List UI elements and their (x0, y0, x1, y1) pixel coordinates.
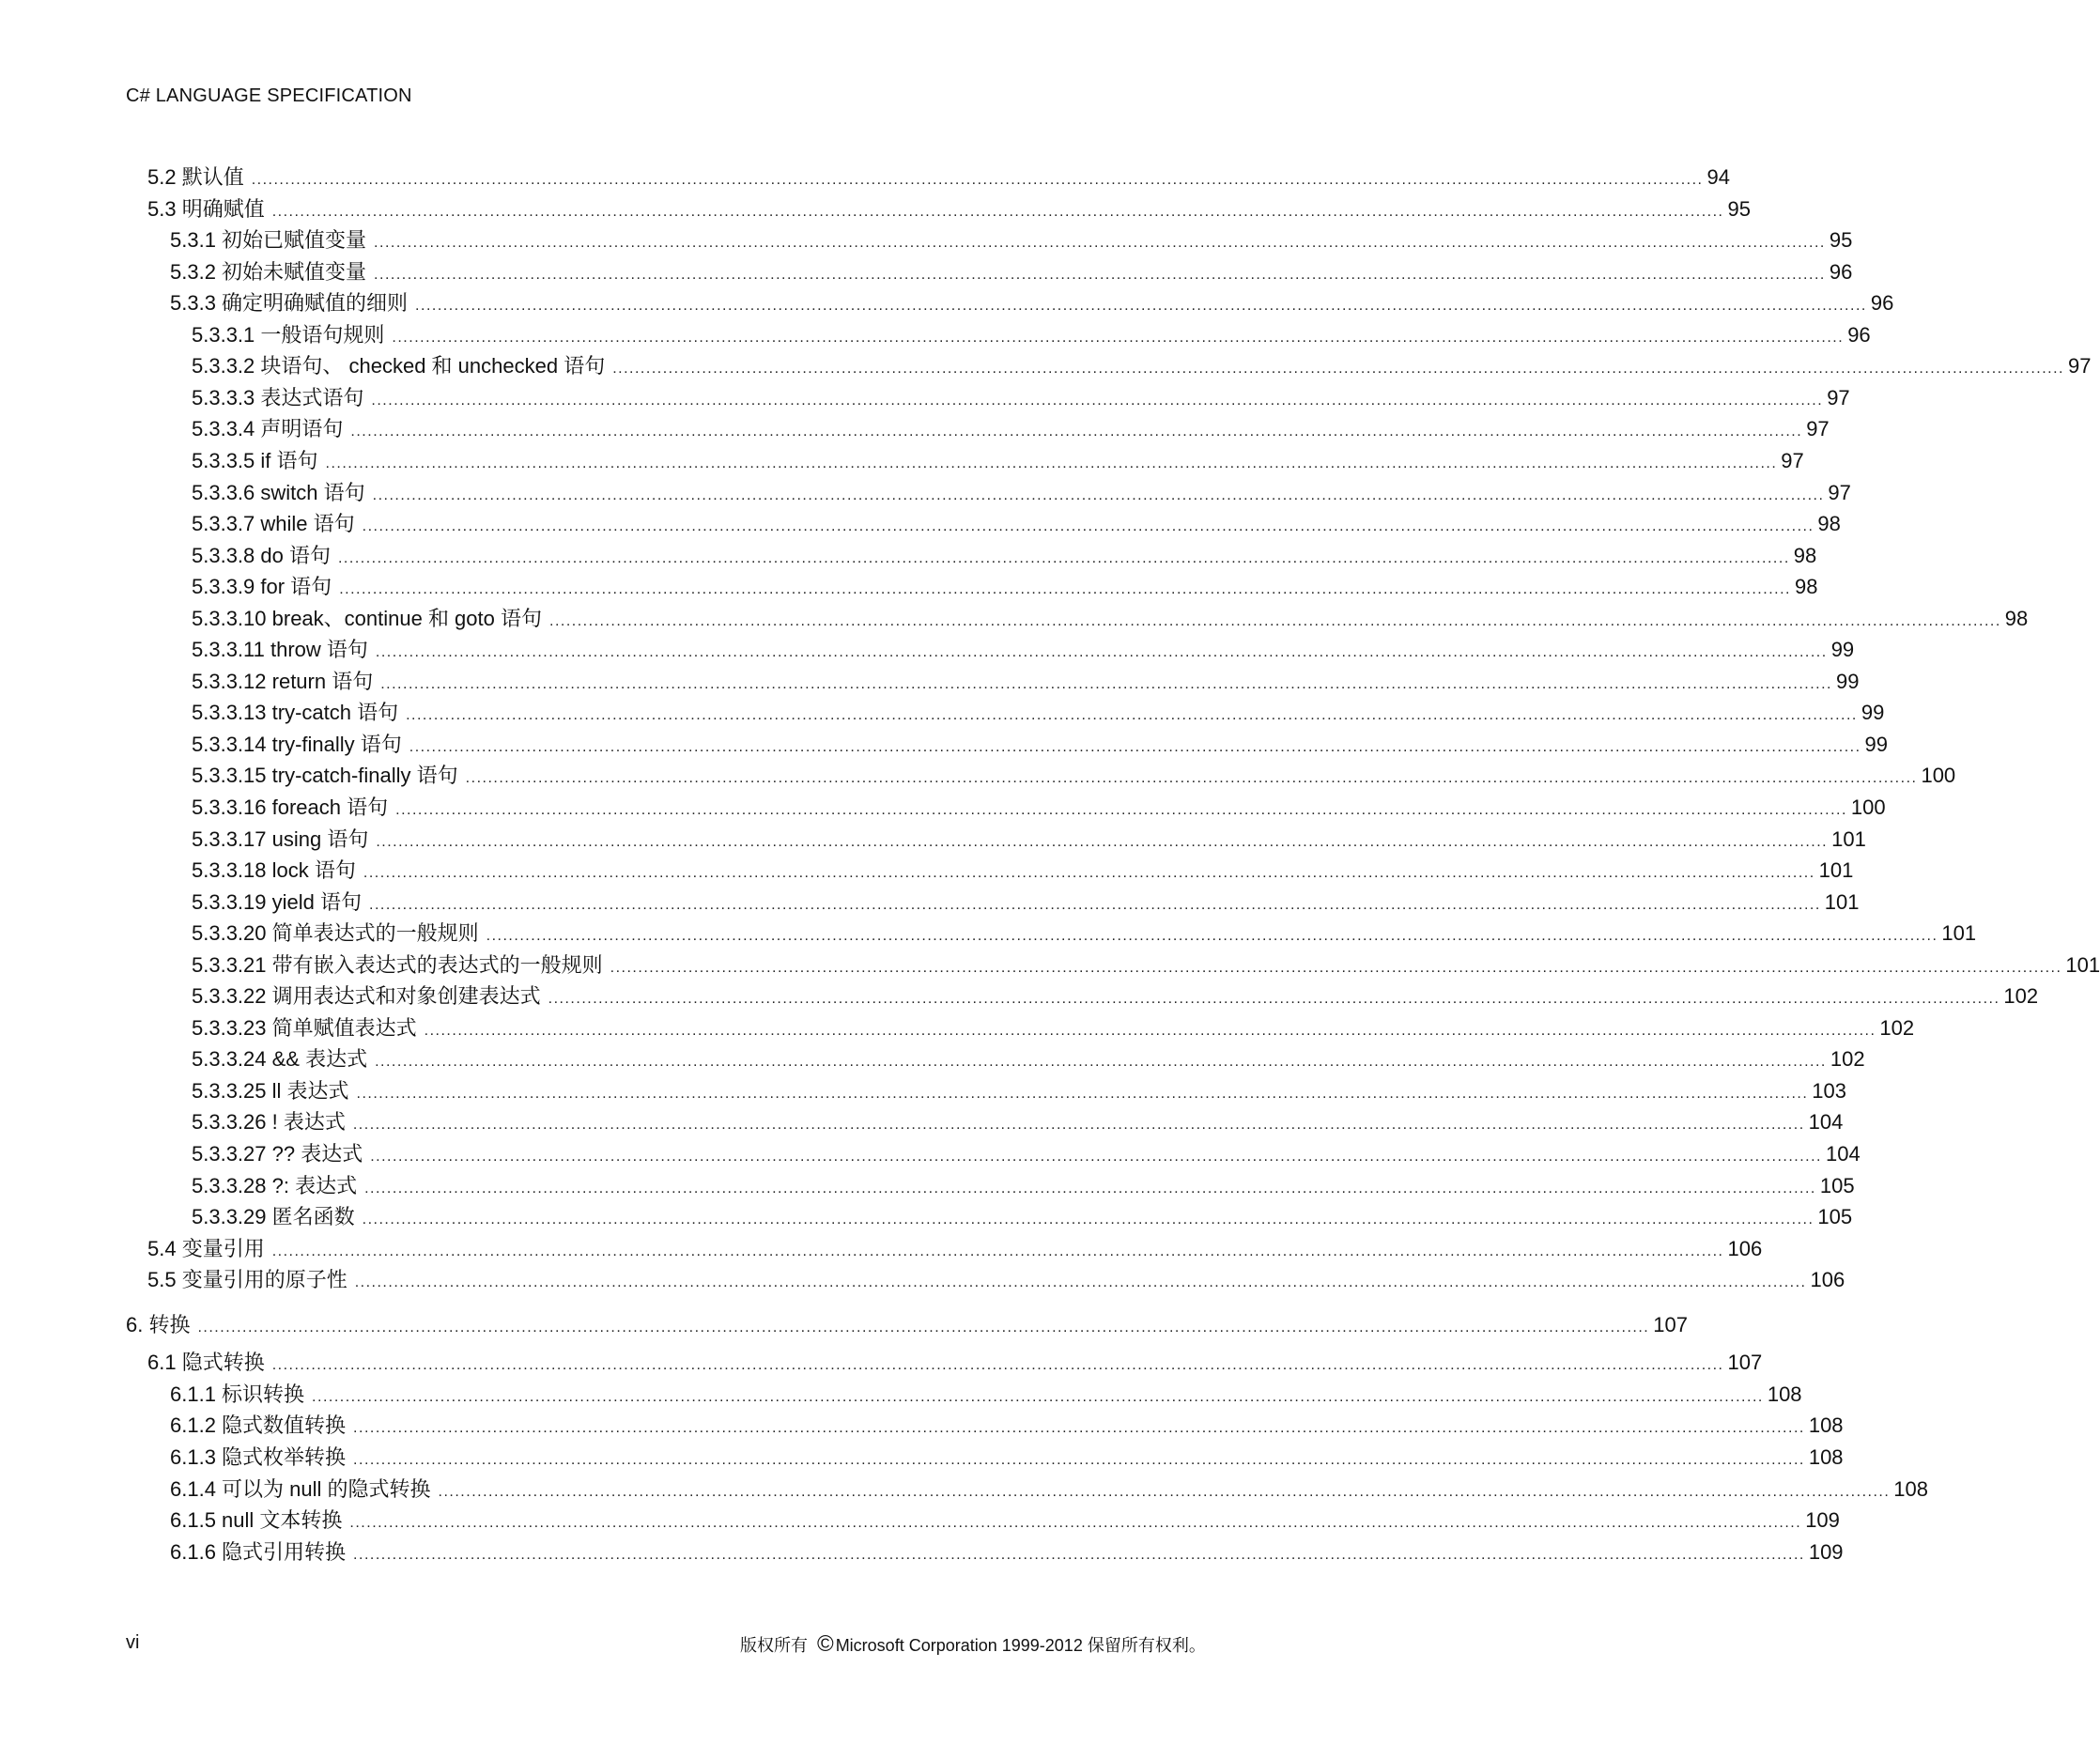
toc-entry-page: 100 (1850, 795, 1886, 819)
toc-entry[interactable] (170, 259, 1853, 286)
toc-entry-page: 102 (2003, 984, 2039, 1008)
toc-entry-page: 95 (1829, 228, 1853, 252)
toc-entry[interactable] (170, 1539, 1844, 1566)
toc-entry-label: 6.1.5 null 文本转换 (170, 1508, 343, 1532)
toc-entry-page: 109 (1805, 1508, 1840, 1532)
toc-entry-label: 5.4 变量引用 (147, 1237, 265, 1260)
toc-entry-page: 102 (1830, 1047, 1865, 1071)
toc-entry-label: 6.1.3 隐式枚举转换 (170, 1445, 347, 1469)
toc-entry-page: 99 (1830, 638, 1855, 661)
toc-entry[interactable] (126, 1312, 1688, 1338)
toc-entry-page: 101 (1941, 921, 1977, 945)
toc-entry-page: 101 (1824, 890, 1860, 914)
dot-leader: .................................................................................................................................................................................................................................................................... (372, 487, 1825, 503)
dot-leader: .................................................................................................................................................................................................................................................................... (349, 1515, 1802, 1531)
toc-entry[interactable] (170, 1476, 1929, 1503)
dot-leader: .................................................................................................................................................................................................................................................................... (369, 897, 1821, 913)
toc-entry[interactable] (192, 920, 1977, 947)
toc-entry[interactable] (192, 606, 2029, 632)
toc-entry-page: 108 (1808, 1445, 1844, 1469)
dot-leader: .................................................................................................................................................................................................................................................................... (271, 1243, 1724, 1259)
toc-entry-label: 5.3.3.21 带有嵌入表达式的表达式的一般规则 (192, 953, 603, 977)
toc-entry-label: 5.3.3.28 ?: 表达式 (192, 1174, 358, 1197)
page-header-title: C# LANGUAGE SPECIFICATION (126, 85, 412, 106)
dot-leader: .................................................................................................................................................................................................................................................................... (350, 424, 1803, 440)
toc-entry-page: 107 (1727, 1351, 1763, 1374)
toc-entry-label: 5.3.3.16 foreach 语句 (192, 795, 389, 819)
toc-entry-page: 94 (1706, 165, 1730, 189)
toc-entry-label: 6.1.4 可以为 null 的隐式转换 (170, 1477, 431, 1501)
toc-entry-page: 97 (2067, 354, 2092, 378)
dot-leader: .................................................................................................................................................................................................................................................................... (353, 1420, 1805, 1436)
toc-entry[interactable] (147, 1267, 1845, 1293)
dot-leader: .................................................................................................................................................................................................................................................................... (371, 393, 1824, 409)
toc-entry-page: 101 (1831, 827, 1866, 851)
copyright-notice (740, 1632, 1206, 1657)
page-number: vi (126, 1632, 140, 1653)
dot-leader: .................................................................................................................................................................................................................................................................... (486, 928, 1938, 944)
toc-entry[interactable] (192, 732, 1889, 758)
copyright-text: Microsoft Corporation 1999-2012 保留所有权利。 (835, 1636, 1206, 1655)
toc-entry-label: 5.3.3.27 ?? 表达式 (192, 1142, 363, 1166)
toc-entry[interactable] (170, 1507, 1840, 1534)
dot-leader: .................................................................................................................................................................................................................................................................... (271, 1357, 1724, 1373)
toc-entry-page: 96 (1829, 260, 1853, 284)
toc-entry[interactable] (192, 669, 1860, 695)
dot-leader: .................................................................................................................................................................................................................................................................... (548, 991, 2000, 1007)
dot-leader: .................................................................................................................................................................................................................................................................... (312, 1389, 1764, 1405)
dot-leader: .................................................................................................................................................................................................................................................................... (354, 1274, 1807, 1290)
toc-entry[interactable] (192, 1015, 1915, 1042)
toc-entry-label: 5.3.3.25 ll 表达式 (192, 1079, 349, 1103)
toc-entry[interactable] (147, 196, 1751, 223)
toc-entry-label: 5.3.3.1 一般语句规则 (192, 323, 385, 347)
dot-leader: .................................................................................................................................................................................................................................................................... (325, 456, 1778, 471)
toc-entry[interactable] (192, 637, 1855, 663)
toc-entry-page: 97 (1827, 386, 1850, 409)
toc-entry-label: 5.3.3.23 简单赋值表达式 (192, 1016, 417, 1040)
toc-entry-page: 97 (1781, 449, 1804, 472)
toc-entry-page: 104 (1826, 1142, 1861, 1166)
toc-entry[interactable] (170, 1413, 1844, 1439)
toc-entry-page: 98 (1817, 512, 1841, 535)
dot-leader: .................................................................................................................................................................................................................................................................... (375, 1054, 1827, 1070)
copyright-icon: © (817, 1631, 834, 1657)
toc-entry[interactable] (192, 763, 1956, 789)
toc-entry-label: 5.3.3.24 && 表达式 (192, 1047, 368, 1071)
toc-entry-page: 95 (1727, 197, 1751, 221)
toc-entry-page: 96 (1870, 291, 1894, 315)
toc-entry[interactable] (192, 1046, 1865, 1073)
dot-leader: .................................................................................................................................................................................................................................................................... (374, 267, 1826, 283)
toc-entry-label: 5.3.3.4 声明语句 (192, 417, 344, 440)
toc-entry-label: 5.3.3.9 for 语句 (192, 575, 332, 598)
dot-leader: .................................................................................................................................................................................................................................................................... (612, 361, 2064, 377)
toc-entry[interactable] (192, 1204, 1853, 1230)
toc-entry[interactable] (192, 574, 1818, 600)
toc-entry-page: 105 (1817, 1205, 1853, 1228)
toc-entry-label: 5.3.3.10 break、continue 和 goto 语句 (192, 607, 542, 630)
toc-entry-page: 106 (1727, 1237, 1763, 1260)
toc-entry-page: 98 (1793, 544, 1817, 567)
dot-leader: .................................................................................................................................................................................................................................................................... (337, 550, 1790, 566)
toc-entry-label: 6. 转换 (126, 1313, 191, 1336)
dot-leader: .................................................................................................................................................................................................................................................................... (363, 865, 1815, 881)
toc-entry[interactable] (192, 826, 1866, 853)
toc-entry[interactable] (147, 1236, 1763, 1262)
toc-entry-page: 104 (1808, 1110, 1844, 1134)
toc-entry[interactable] (192, 322, 1871, 348)
toc-entry-label: 5.3.3.17 using 语句 (192, 827, 369, 851)
dot-leader: .................................................................................................................................................................................................................................................................... (271, 204, 1724, 220)
toc-entry[interactable] (192, 1173, 1855, 1199)
dot-leader: .................................................................................................................................................................................................................................................................... (395, 802, 1847, 818)
toc-entry-label: 5.3.3.6 switch 语句 (192, 481, 365, 504)
toc-entry[interactable] (192, 416, 1830, 442)
dot-leader: .................................................................................................................................................................................................................................................................... (353, 1452, 1805, 1468)
toc-entry-label: 5.3.3.18 lock 语句 (192, 858, 356, 882)
toc-entry-label: 5.3.3.5 if 语句 (192, 449, 318, 472)
dot-leader: .................................................................................................................................................................................................................................................................... (197, 1320, 1650, 1336)
toc-entry-page: 106 (1810, 1268, 1845, 1291)
dot-leader: .................................................................................................................................................................................................................................................................... (364, 1181, 1816, 1197)
dot-leader: .................................................................................................................................................................................................................................................................... (409, 739, 1861, 755)
toc-entry-page: 102 (1879, 1016, 1915, 1040)
toc-entry-label: 5.3.3.8 do 语句 (192, 544, 331, 567)
toc-entry-label: 5.3.3.14 try-finally 语句 (192, 733, 402, 756)
toc-entry[interactable] (192, 983, 2039, 1010)
toc-entry[interactable] (192, 543, 1817, 569)
toc-entry-page: 98 (1794, 575, 1818, 598)
toc-entry-page: 96 (1847, 323, 1871, 347)
toc-entry[interactable] (170, 290, 1894, 317)
copyright-prefix: 版权所有 (740, 1636, 808, 1655)
toc-entry[interactable] (192, 480, 1851, 506)
toc-entry[interactable] (192, 1078, 1847, 1104)
toc-entry-label: 5.3.3.26 ! 表达式 (192, 1110, 346, 1134)
toc-entry-page: 99 (1864, 733, 1889, 756)
dot-leader: .................................................................................................................................................................................................................................................................... (380, 676, 1832, 692)
toc-entry-page: 97 (1806, 417, 1830, 440)
toc-entry-page: 101 (2065, 953, 2100, 977)
toc-entry-page: 108 (1767, 1382, 1802, 1406)
dot-leader: .................................................................................................................................................................................................................................................................... (375, 644, 1828, 660)
toc-entry-label: 5.3.3.13 try-catch 语句 (192, 701, 399, 724)
toc-entry-label: 5.3 明确赋值 (147, 197, 265, 221)
toc-entry-label: 5.3.3.20 简单表达式的一般规则 (192, 921, 479, 945)
toc-entry-page: 105 (1819, 1174, 1855, 1197)
dot-leader: .................................................................................................................................................................................................................................................................... (374, 235, 1826, 251)
toc-entry-page: 107 (1653, 1313, 1688, 1336)
toc-entry-label: 5.3.3.12 return 语句 (192, 670, 374, 693)
toc-entry-label: 5.3.3.22 调用表达式和对象创建表达式 (192, 984, 541, 1008)
toc-entry-page: 108 (1893, 1477, 1929, 1501)
dot-leader: .................................................................................................................................................................................................................................................................... (362, 1212, 1814, 1228)
toc-entry-label: 5.2 默认值 (147, 165, 244, 189)
toc-entry[interactable] (192, 952, 2100, 979)
toc-entry-label: 5.3.2 初始未赋值变量 (170, 260, 367, 284)
toc-entry-label: 6.1.1 标识转换 (170, 1382, 305, 1406)
dot-leader: .................................................................................................................................................................................................................................................................... (424, 1023, 1876, 1039)
toc-entry[interactable] (192, 511, 1841, 537)
toc-entry[interactable] (192, 857, 1854, 884)
toc-entry[interactable] (170, 227, 1853, 254)
dot-leader: .................................................................................................................................................................................................................................................................... (352, 1117, 1805, 1133)
toc-entry[interactable] (147, 1350, 1763, 1376)
toc-entry-page: 108 (1808, 1413, 1844, 1437)
dot-leader: .................................................................................................................................................................................................................................................................... (362, 518, 1814, 534)
toc-entry-label: 5.3.1 初始已赋值变量 (170, 228, 367, 252)
toc-entry-page: 97 (1828, 481, 1851, 504)
dot-leader: .................................................................................................................................................................................................................................................................... (251, 172, 1704, 188)
dot-leader: .................................................................................................................................................................................................................................................................... (353, 1547, 1805, 1563)
toc-entry-label: 5.5 变量引用的原子性 (147, 1268, 347, 1291)
toc-entry-page: 100 (1921, 764, 1956, 787)
dot-leader: .................................................................................................................................................................................................................................................................... (415, 298, 1867, 314)
dot-leader: .................................................................................................................................................................................................................................................................... (610, 960, 2062, 976)
toc-entry[interactable] (147, 164, 1730, 191)
toc-entry-page: 99 (1836, 670, 1860, 693)
toc-entry-label: 5.3.3.2 块语句、 checked 和 unchecked 语句 (192, 354, 606, 378)
toc-entry[interactable] (170, 1382, 1802, 1408)
toc-entry-label: 5.3.3 确定明确赋值的细则 (170, 291, 409, 315)
dot-leader: .................................................................................................................................................................................................................................................................... (549, 613, 2001, 629)
toc-entry-label: 6.1.6 隐式引用转换 (170, 1540, 347, 1564)
toc-entry[interactable] (192, 700, 1885, 726)
toc-entry-label: 5.3.3.7 while 语句 (192, 512, 355, 535)
toc-entry[interactable] (192, 448, 1804, 474)
toc-entry-page: 109 (1808, 1540, 1844, 1564)
toc-entry-label: 5.3.3.15 try-catch-finally 语句 (192, 764, 458, 787)
dot-leader: .................................................................................................................................................................................................................................................................... (438, 1484, 1891, 1500)
toc-entry[interactable] (192, 385, 1850, 411)
dot-leader: .................................................................................................................................................................................................................................................................... (339, 581, 1791, 597)
dot-leader: .................................................................................................................................................................................................................................................................... (392, 330, 1845, 346)
toc-entry-label: 5.3.3.19 yield 语句 (192, 890, 362, 914)
toc-entry[interactable] (192, 1109, 1844, 1135)
toc-entry-label: 6.1.2 隐式数值转换 (170, 1413, 347, 1437)
toc-entry-label: 6.1 隐式转换 (147, 1351, 265, 1374)
toc-entry[interactable] (192, 795, 1886, 821)
toc-entry-label: 5.3.3.11 throw 语句 (192, 638, 368, 661)
dot-leader: .................................................................................................................................................................................................................................................................... (356, 1086, 1809, 1102)
dot-leader: .................................................................................................................................................................................................................................................................... (370, 1149, 1822, 1165)
toc-entry-label: 5.3.3.3 表达式语句 (192, 386, 364, 409)
toc-entry-label: 5.3.3.29 匿名函数 (192, 1205, 355, 1228)
toc-entry-page: 103 (1812, 1079, 1847, 1103)
dot-leader: .................................................................................................................................................................................................................................................................... (376, 834, 1829, 850)
toc-entry[interactable] (192, 1141, 1861, 1167)
toc-entry-page: 99 (1861, 701, 1885, 724)
dot-leader: .................................................................................................................................................................................................................................................................... (406, 707, 1858, 723)
toc-entry-page: 101 (1818, 858, 1854, 882)
toc-entry-page: 98 (2004, 607, 2029, 630)
toc-entry[interactable] (192, 353, 2092, 379)
toc-entry[interactable] (192, 889, 1860, 916)
toc-entry[interactable] (170, 1444, 1844, 1471)
dot-leader: .................................................................................................................................................................................................................................................................... (465, 770, 1918, 786)
